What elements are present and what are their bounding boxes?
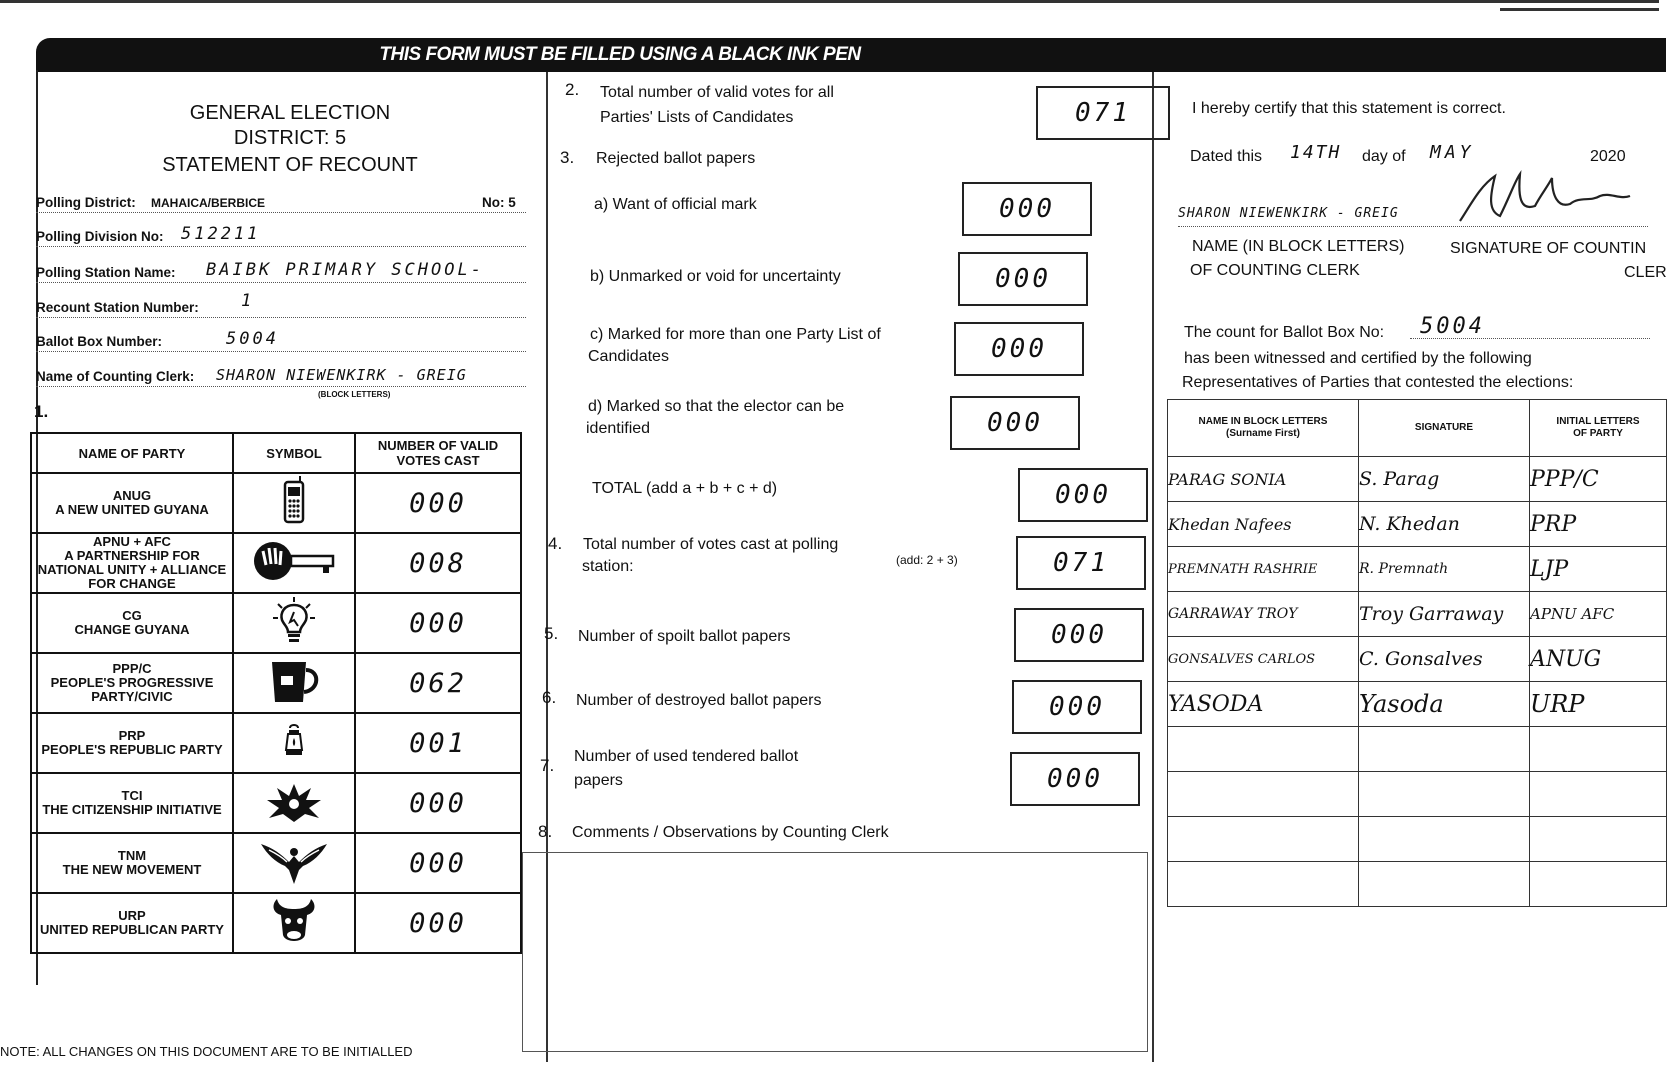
table-row	[31, 833, 521, 893]
party-abbr: APNU + AFC	[93, 534, 171, 549]
hand-key-icon	[251, 539, 337, 583]
party-name: THE CITIZENSHIP INITIATIVE	[42, 802, 222, 817]
polling-district-value: MAHAICA/BERBICE	[151, 196, 265, 210]
q4-label-line2: station:	[582, 558, 634, 575]
dated-row	[1190, 134, 1630, 165]
rep-name: GONSALVES CARLOS	[1168, 637, 1359, 682]
table-row	[1168, 457, 1667, 502]
table-row	[1168, 502, 1667, 547]
q4-label-line1: Total number of votes cast at polling	[583, 536, 839, 553]
recount-station-label: Recount Station Number:	[36, 300, 199, 315]
count-label: The count for Ballot Box No:	[1184, 324, 1385, 341]
dated-this-label: Dated this	[1190, 148, 1263, 165]
recount-station-value: 1	[241, 291, 255, 311]
total-label: TOTAL (add a + b + c + d)	[592, 480, 778, 497]
q2-value-box: 071	[1036, 86, 1170, 140]
party-abbr: CG	[122, 608, 142, 623]
polling-station-label: Polling Station Name:	[36, 265, 176, 280]
q3d-value-box: 000	[950, 396, 1080, 450]
table-row	[1168, 547, 1667, 592]
rep-signature: R. Premnath	[1359, 547, 1530, 592]
col-rep-name: NAME IN BLOCK LETTERS (Surname First)	[1168, 400, 1359, 457]
count-value: 5004	[1420, 314, 1485, 339]
rep-party: URP	[1530, 682, 1667, 727]
party-name: A NEW UNITED GUYANA	[55, 502, 209, 517]
q5-value-box: 000	[1014, 608, 1144, 662]
witness-line1: has been witnessed and certified by the following	[1184, 350, 1532, 367]
lantern-icon	[282, 724, 306, 758]
q3c-label-line2: Candidates	[588, 348, 669, 365]
q7-label-line2: papers	[574, 772, 623, 789]
rep-name: Khedan Nafees	[1168, 502, 1359, 547]
counting-clerk-row	[36, 360, 526, 387]
rep-name: PARAG SONIA	[1168, 457, 1359, 502]
table-row	[1168, 637, 1667, 682]
rep-party: ANUG	[1530, 637, 1667, 682]
party-name: UNITED REPUBLICAN PARTY	[40, 922, 224, 937]
rep-signature: N. Khedan	[1359, 502, 1530, 547]
top-edge-line-right	[1500, 8, 1659, 11]
name-label-line2: OF COUNTING CLERK	[1190, 262, 1360, 279]
party-name: A PARTNERSHIP FOR NATIONAL UNITY + ALLIANCE FOR CHANGE	[37, 548, 227, 591]
rep-party: LJP	[1530, 547, 1667, 592]
col-valid-votes: NUMBER OF VALID VOTES CAST	[355, 433, 521, 473]
party-abbr: TCI	[121, 788, 143, 803]
q3c-label-line1: c) Marked for more than one Party List of	[590, 326, 881, 343]
clerk-signature-line	[1178, 226, 1648, 227]
rep-signature: Yasoda	[1359, 682, 1530, 727]
table-row	[31, 533, 521, 593]
certify-text: I hereby certify that this statement is correct.	[1192, 100, 1506, 117]
polling-division-row	[36, 220, 526, 247]
polling-division-value: 512211	[181, 224, 261, 244]
top-edge-line	[0, 0, 1659, 3]
col-rep-signature: SIGNATURE	[1359, 400, 1530, 457]
party-votes: 000	[355, 593, 521, 653]
rep-signature: S. Parag	[1359, 457, 1530, 502]
q3b-value-box: 000	[958, 252, 1088, 306]
block-letters-note: (BLOCK LETTERS)	[318, 390, 391, 399]
party-votes: 000	[355, 893, 521, 953]
col-rep-party: INITIAL LETTERS OF PARTY	[1530, 400, 1667, 457]
party-name: PEOPLE'S PROGRESSIVE PARTY/CIVIC	[50, 675, 214, 704]
polling-district-label: Polling District:	[36, 195, 136, 210]
party-votes: 008	[355, 533, 521, 593]
party-name: CHANGE GUYANA	[74, 622, 190, 637]
total-value-box: 000	[1018, 468, 1148, 522]
eagle-icon	[259, 836, 329, 886]
note-text: NOTE: ALL CHANGES ON THIS DOCUMENT ARE TO BE INITIALLED	[0, 1044, 413, 1059]
q6-value-box: 000	[1012, 680, 1142, 734]
counting-clerk-label: Name of Counting Clerk:	[36, 369, 195, 384]
party-abbr: PRP	[118, 728, 146, 743]
q7-number: 7.	[540, 756, 555, 775]
signature-label-line1: SIGNATURE OF COUNTIN	[1450, 240, 1647, 257]
cup-icon	[266, 656, 322, 706]
q8-number: 8.	[538, 822, 553, 841]
rep-party: PRP	[1530, 502, 1667, 547]
party-representatives-table	[1167, 399, 1667, 907]
q3a-label: a) Want of official mark	[594, 196, 757, 213]
party-name: THE NEW MOVEMENT	[62, 862, 202, 877]
party-votes: 000	[355, 773, 521, 833]
polling-district-row	[36, 186, 526, 213]
q3b-label: b) Unmarked or void for uncertainty	[590, 268, 841, 285]
col-symbol: SYMBOL	[233, 433, 355, 473]
q3a-value-box: 000	[962, 182, 1092, 236]
q5-number: 5.	[544, 624, 559, 643]
table-row	[1168, 592, 1667, 637]
comments-box	[522, 852, 1148, 1052]
rep-signature: C. Gonsalves	[1359, 637, 1530, 682]
clerk-name-handwritten: SHARON NIEWENKIRK - GREIG	[1178, 206, 1399, 221]
table-row	[1168, 727, 1667, 772]
signature-label-line2: CLER	[1624, 264, 1667, 281]
q3c-value-box: 000	[954, 322, 1084, 376]
q3-number: 3.	[560, 148, 575, 167]
rep-name: YASODA	[1168, 682, 1359, 727]
polling-station-value: BAIBK PRIMARY SCHOOL-	[206, 260, 484, 280]
table-row	[1168, 862, 1667, 907]
election-title: GENERAL ELECTION	[189, 102, 391, 124]
year-label: 2020	[1590, 148, 1626, 165]
table-row	[31, 773, 521, 833]
q5-label: Number of spoilt ballot papers	[578, 628, 791, 645]
day-of-label: day of	[1362, 148, 1406, 165]
q4-number: 4.	[548, 534, 563, 553]
table-row	[1168, 772, 1667, 817]
table-row	[31, 653, 521, 713]
counting-clerk-value: SHARON NIEWENKIRK - GREIG	[216, 366, 467, 384]
ballot-box-value: 5004	[226, 329, 279, 349]
rep-name: PREMNATH RASHRIE	[1168, 547, 1359, 592]
rep-party: PPP/C	[1530, 457, 1667, 502]
q6-label: Number of destroyed ballot papers	[576, 692, 822, 709]
table-row	[31, 473, 521, 533]
rep-signature: Troy Garraway	[1359, 592, 1530, 637]
table-row	[31, 713, 521, 773]
column-divider-right	[1152, 72, 1154, 1062]
party-votes: 062	[355, 653, 521, 713]
bull-icon	[269, 895, 319, 947]
q2-label-line2: Parties' Lists of Candidates	[600, 109, 794, 126]
q2-number: 2.	[565, 80, 580, 99]
q7-value-box: 000	[1010, 752, 1140, 806]
q3d-label-line1: d) Marked so that the elector can be	[588, 398, 845, 415]
q4-add-note: (add: 2 + 3)	[896, 553, 958, 567]
ballot-box-row	[36, 325, 526, 352]
party-abbr: TNM	[117, 848, 147, 863]
party-votes-table	[30, 432, 522, 954]
q3-label: Rejected ballot papers	[596, 150, 756, 167]
table-row	[1168, 682, 1667, 727]
count-value-line	[1410, 338, 1650, 339]
party-abbr: PPP/C	[112, 661, 152, 676]
ballot-box-label: Ballot Box Number:	[36, 334, 163, 349]
recount-station-row	[36, 291, 526, 318]
witness-line2: Representatives of Parties that contested the elections:	[1182, 374, 1574, 391]
q7-label-line1: Number of used tendered ballot	[574, 748, 799, 765]
district-number: No: 5	[482, 195, 516, 210]
q3d-label-line2: identified	[586, 420, 651, 437]
col-party-name: NAME OF PARTY	[31, 433, 233, 473]
party-abbr: ANUG	[112, 488, 152, 503]
banner-text: THIS FORM MUST BE FILLED USING A BLACK INK PEN	[379, 44, 861, 65]
day-value: 14TH	[1290, 142, 1342, 163]
party-abbr: URP	[118, 908, 146, 923]
flower-icon	[261, 778, 327, 824]
q2-label-line1: Total number of valid votes for all	[600, 84, 834, 101]
table-row	[1168, 817, 1667, 862]
name-label-line1: NAME (IN BLOCK LETTERS)	[1192, 238, 1405, 255]
party-votes: 001	[355, 713, 521, 773]
party-votes: 000	[355, 833, 521, 893]
q6-number: 6.	[542, 688, 557, 707]
section-1-number: 1.	[34, 402, 49, 421]
polling-station-row	[36, 256, 526, 283]
table-row	[31, 593, 521, 653]
party-votes: 000	[355, 473, 521, 533]
q4-value-box: 071	[1016, 536, 1146, 590]
district-title: DISTRICT: 5	[233, 127, 347, 149]
rep-name: GARRAWAY TROY	[1168, 592, 1359, 637]
rep-party: APNU AFC	[1530, 592, 1667, 637]
party-name: PEOPLE'S REPUBLIC PARTY	[41, 742, 223, 757]
statement-title: STATEMENT OF RECOUNT	[162, 154, 418, 176]
polling-division-label: Polling Division No:	[36, 229, 164, 244]
month-value: MAY	[1430, 142, 1475, 163]
phone-icon	[274, 476, 314, 526]
lightbulb-icon	[272, 596, 316, 646]
table-row	[31, 893, 521, 953]
q8-label: Comments / Observations by Counting Clerk	[572, 824, 889, 841]
